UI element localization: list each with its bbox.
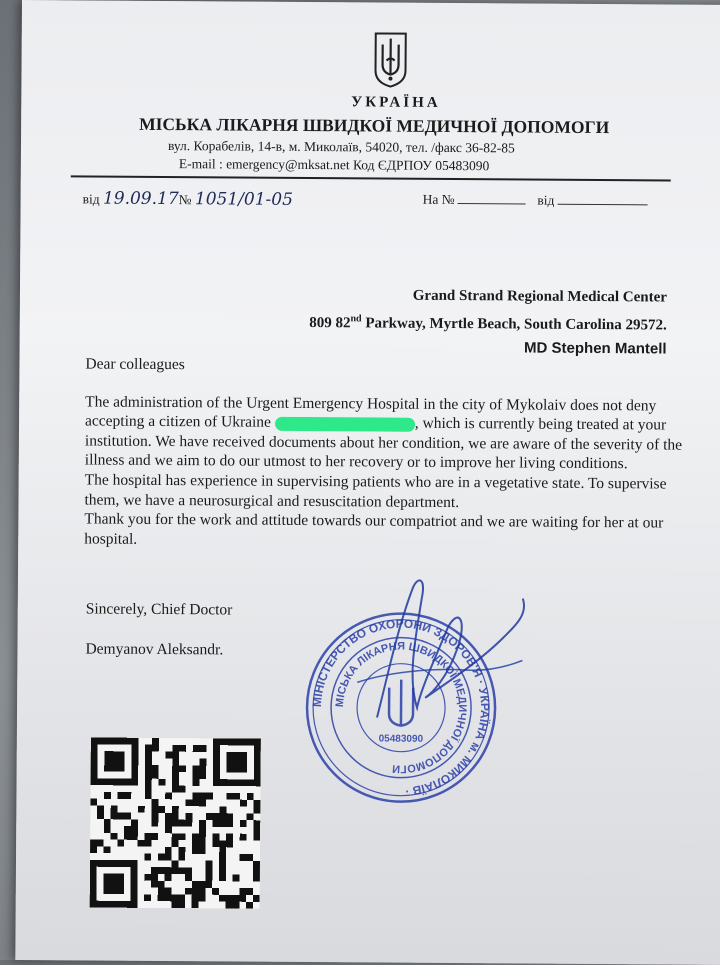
recipient-doctor: MD Stephen Mantell bbox=[524, 339, 667, 358]
signatory-name: Demyanov Aleksandr. bbox=[85, 640, 224, 659]
to-number-blank bbox=[458, 191, 526, 204]
letterhead-divider bbox=[71, 175, 671, 181]
from-label: від bbox=[82, 191, 100, 207]
letterhead-country: УКРАЇНА bbox=[351, 94, 441, 111]
stamp-code: 05483090 bbox=[378, 733, 424, 745]
redaction-mark bbox=[275, 416, 415, 431]
greeting: Dear colleagues bbox=[85, 355, 185, 374]
recipient-address: 809 82nd Parkway, Myrtle Beach, South Carolina 29572. bbox=[309, 313, 667, 334]
number-label: № bbox=[178, 192, 192, 208]
to-date-label: від bbox=[537, 192, 555, 208]
qr-code bbox=[90, 733, 261, 912]
letterhead-contacts: E-mail : emergency@mksat.net Код ЄДРПОУ 05483090 bbox=[178, 156, 490, 174]
svg-text:МІНІСТЕРСТВО ОХОРОНИ ЗДОРОВ'Я: МІНІСТЕРСТВО ОХОРОНИ ЗДОРОВ'Я · УКРАЇНА м. МИКОЛАЇВ · bbox=[309, 616, 493, 799]
trident-coat-of-arms-icon bbox=[372, 30, 408, 88]
reference-incoming bbox=[423, 191, 648, 210]
letter-sheet bbox=[15, 0, 720, 965]
svg-text:МІСЬКА ЛІКАРНЯ ШВИДКОЇ МЕДИЧНО: МІСЬКА ЛІКАРНЯ ШВИДКОЇ МЕДИЧНОЇ ДОПОМОГИ bbox=[333, 640, 469, 775]
handwritten-number: 1051/01-05 bbox=[194, 189, 294, 210]
to-date-blank bbox=[558, 192, 648, 206]
paragraph-2: The hospital has experience in supervising patients who are in a vegetative state. To supervise them, we have a neurosurgical and resuscitation department. bbox=[84, 471, 667, 511]
to-label: На № bbox=[422, 191, 455, 208]
handwritten-date: 19.09.17 bbox=[102, 188, 179, 210]
letterhead-address: вул. Корабелів, 14-в, м. Миколаїв, 54020, тел. /факс 36-82-85 bbox=[167, 138, 515, 156]
letter-body bbox=[84, 354, 695, 553]
paragraph-1: The administration of the Urgent Emergency Hospital in the city of Mykolaiv does not deny accepting a citizen of Ukraine , which is currently being treated at your institution. We have received documents about her condition, we are aware of the severity of the illness and we aim to do our utmost to her recovery or to improve her living conditions. bbox=[84, 393, 683, 473]
paragraph-3: Thank you for the work and attitude towards our compatriot and we are waiting for her at our hospital. bbox=[84, 510, 664, 548]
letterhead-organization: МІСЬКА ЛІКАРНЯ ШВИДКОЇ МЕДИЧНОЇ ДОПОМОГИ bbox=[139, 113, 610, 138]
handwritten-signature bbox=[317, 567, 538, 729]
recipient-name: Grand Strand Regional Medical Center bbox=[412, 287, 667, 306]
recipient-block bbox=[309, 284, 667, 360]
reference-outgoing bbox=[83, 188, 293, 209]
closing-line: Sincerely, Chief Doctor bbox=[85, 600, 233, 619]
